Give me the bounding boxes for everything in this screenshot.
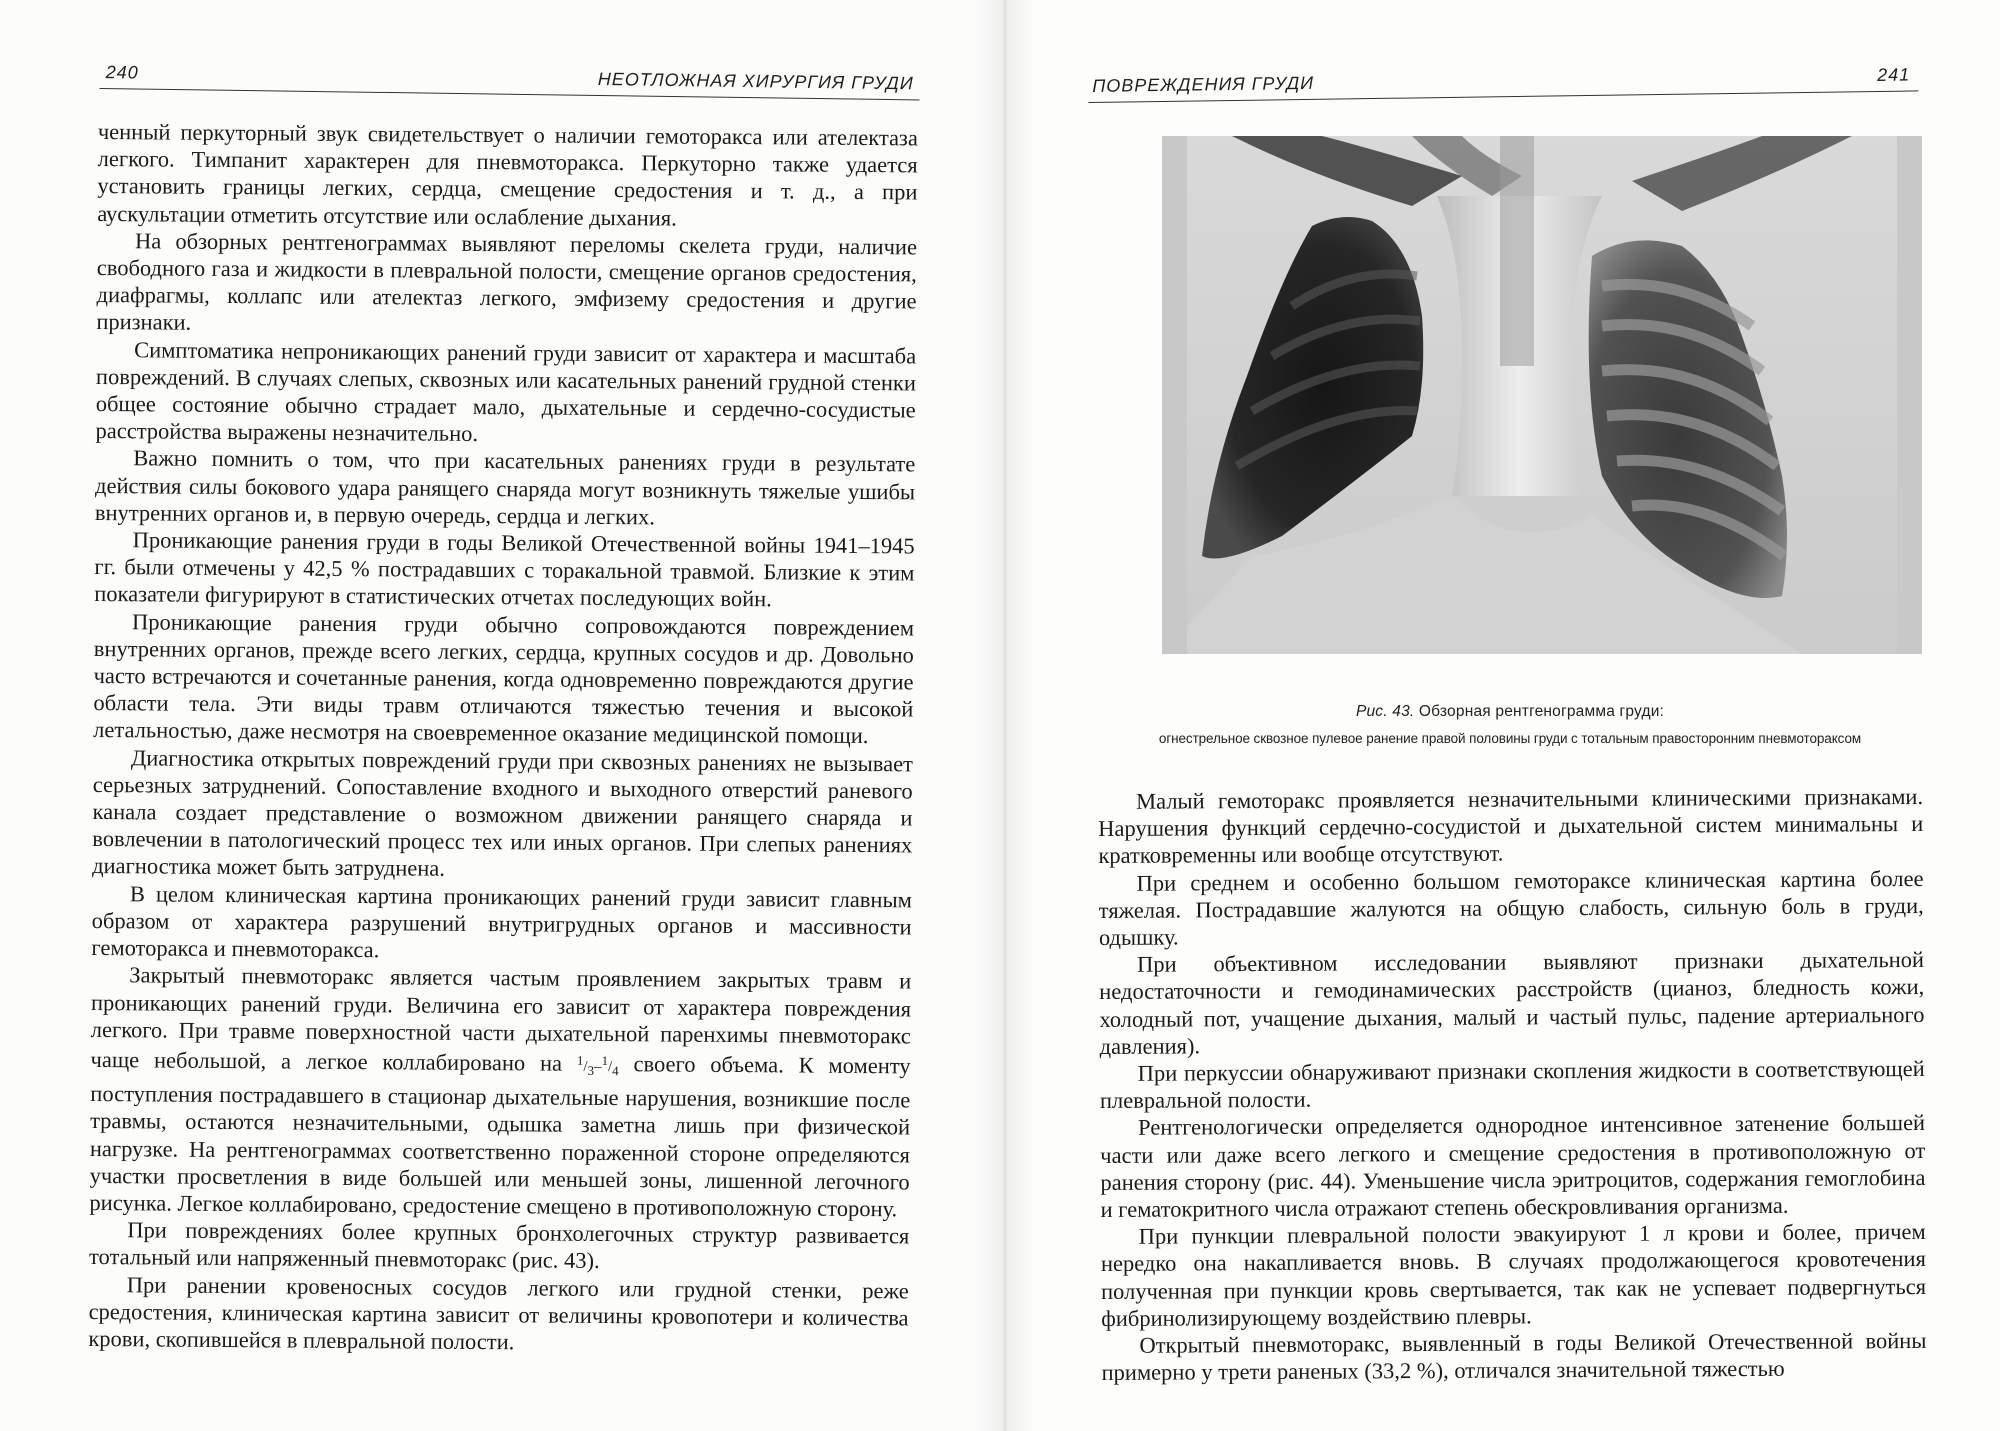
paragraph: При перкуссии обнаруживают признаки скопления жидкости в соответствующей плевральной полости. [1099,1055,1925,1114]
paragraph: Рентгенологически определяется однородное интенсивное затенение большей части или даже всего легкого и смещение средостения в противоположную от ранения сторону (рис. 44). Уменьшение числа эритроцитов, содержания гемоглобина и гематокритного числа отражают степень обескровливания организма. [1100,1110,1926,1223]
figure-title: Обзорная рентгенограмма груди: [1418,703,1665,720]
paragraph: Открытый пневмоторакс, выявленный в годы Великой Отечественной войны примерно у трети раненых (33,2 %), отличался значительной тяжестью [1101,1328,1927,1386]
fraction-denominator: 4 [612,1062,619,1079]
page-number: 241 [1876,64,1911,85]
body-text [1098,783,1927,1386]
figure-number: Рис. 43. [1355,703,1415,720]
right-page [1000,0,2000,1431]
paragraph: Проникающие ранения груди в годы Великой Отечественной войны 1941–1945 гг. были отмечены у 42,5 % пострадавших с торакальной травмой. Близкие к этим показатели фигурируют в статистических отчетах последующих войн. [94,527,915,612]
paragraph: При ранении кровеносных сосудов легкого или грудной стенки, реже средостения, клиническая картина зависит от величины кровопотери и количества крови, скопившейся в плевральной полости. [88,1271,909,1355]
paragraph: При пункции плевральной полости эвакуируют 1 л крови и более, причем нередко она накапливается вновь. В случаях продолжающегося кровотечения полученная при пункции кровь свертывается, так как не успевает подвергнуться фибринолизирующему воздействию плевры. [1100,1219,1927,1331]
body-text [88,118,918,1359]
fraction-dash: – [594,1058,602,1075]
paragraph-text: своего объема. К моменту поступления пострадавшего в стационар дыхательные нарушения, возникшие после травмы, остаются незначительными, одышка заметна лишь при физической нагрузке. На рентгенограммах соответственно пораженной стороне определяются участки просветления в виде большей или меньшей зоны, лишенной легочного рисунка. Легкое коллабировано, средостение смещено в противоположную сторону. [89,1051,911,1222]
running-head [1088,56,1918,108]
page-number: 240 [105,62,139,83]
running-title: ПОВРЕЖДЕНИЯ ГРУДИ [1092,72,1315,96]
paragraph: В целом клиническая картина проникающих ранений груди зависит главным образом от характера разрушений внутригрудных органов и массивности гемоторакса и пневмоторакса. [91,880,912,963]
running-title: НЕОТЛОЖНАЯ ХИРУРГИЯ ГРУДИ [597,68,914,94]
paragraph: Диагностика открытых повреждений груди при сквозных ранениях не вызывает серьезных затруднений. Сопоставление входного и выходного отверстий раневого канала создает представление о возможном движении ранящего снаряда и вовлечении в патологический процесс тех или иных органов. При слепых ранениях диагностика может быть затруднена. [92,744,914,882]
book-gutter [975,0,1035,1431]
figure-caption [1080,703,1940,721]
fraction-numerator: 1 [576,1052,584,1068]
chest-xray-image [1162,136,1922,654]
paragraph: Симптоматика непроникающих ранений груди зависит от характера и масштаба повреждений. В случаях слепых, сквозных или касательных ранений грудной стенки общее состояние обычно страдает мало, дыхательные и сердечно-сосудистые расстройства выражены незначительно. [95,336,917,447]
fraction-numerator: 1 [601,1052,609,1068]
paragraph: При среднем и особенно большом гемотораксе клиническая картина более тяжелая. Пострадавшие жалуются на общую слабость, сильную боль в груди, одышку. [1098,865,1924,951]
paragraph: Малый гемоторакс проявляется незначительными клиническими признаками. Нарушения функций сердечно-сосудистой и дыхательной систем минимальны и кратковременны или вообще отсутствуют. [1098,783,1924,869]
paragraph-pneumothorax [89,961,911,1222]
paragraph: ченный перкуторный звук свидетельствует о наличии гемоторакса или ателектаза легкого. Тимпанит характерен для пневмоторакса. Перкуторно также удается установить границы легких, сердца, смещение средостения и т. д., а при аускультации отметить отсутствие или ослабление дыхания. [97,118,918,231]
running-head [99,54,919,105]
fraction-denominator: 3 [587,1062,595,1078]
paragraph: Важно помнить о том, что при касательных ранениях груди в результате действия силы бокового удара ранящего снаряда могут возникнуть тяжелые ушибы внутренних органов и, в первую очередь, сердца и легких. [94,445,916,530]
paragraph: Проникающие ранения груди обычно сопровождаются повреждением внутренних органов, прежде всего легких, сердца, крупных сосудов и др. Довольно часто встречаются и сочетанные ранения, когда одновременно повреждаются другие области тела. Эти виды травм отличаются тяжестью течения и высокой летальностью, даже несмотря на своевременное оказание медицинской помощи. [93,608,915,749]
paragraph: При объективном исследовании выявляют признаки дыхательной недостаточности и гемодинамических расстройств (цианоз, бледность кожи, холодный пот, учащение дыхания, малый и частый пульс, падение артериального давления). [1099,947,1925,1059]
paragraph: На обзорных рентгенограммах выявляют переломы скелета груди, наличие свободного газа и жидкости в плевральной полости, смещение органов средостения, диафрагмы, коллапс или ателектаз легкого, эмфизему средостения и другие признаки. [96,228,918,336]
paragraph: При повреждениях более крупных бронхолегочных структур развивается тотальный или напряженный пневмоторакс (рис. 43). [88,1217,910,1274]
fraction: $^1/_3-^1/_4$ [576,1052,619,1079]
paragraph-text: Закрытый пневмоторакс является частым проявлением закрытых травм и проникающих ранений груди. Величина его зависит от характера повреждения легкого. При травме поверхностной части дыхательной паренхимы пневмоторакс чаще небольшой, а легкое коллабировано на [90,962,912,1076]
figure-subcaption: огнестрельное сквозное пулевое ранение правой половины груди с тотальным правосторонним пневмотораксом [1158,731,1862,746]
